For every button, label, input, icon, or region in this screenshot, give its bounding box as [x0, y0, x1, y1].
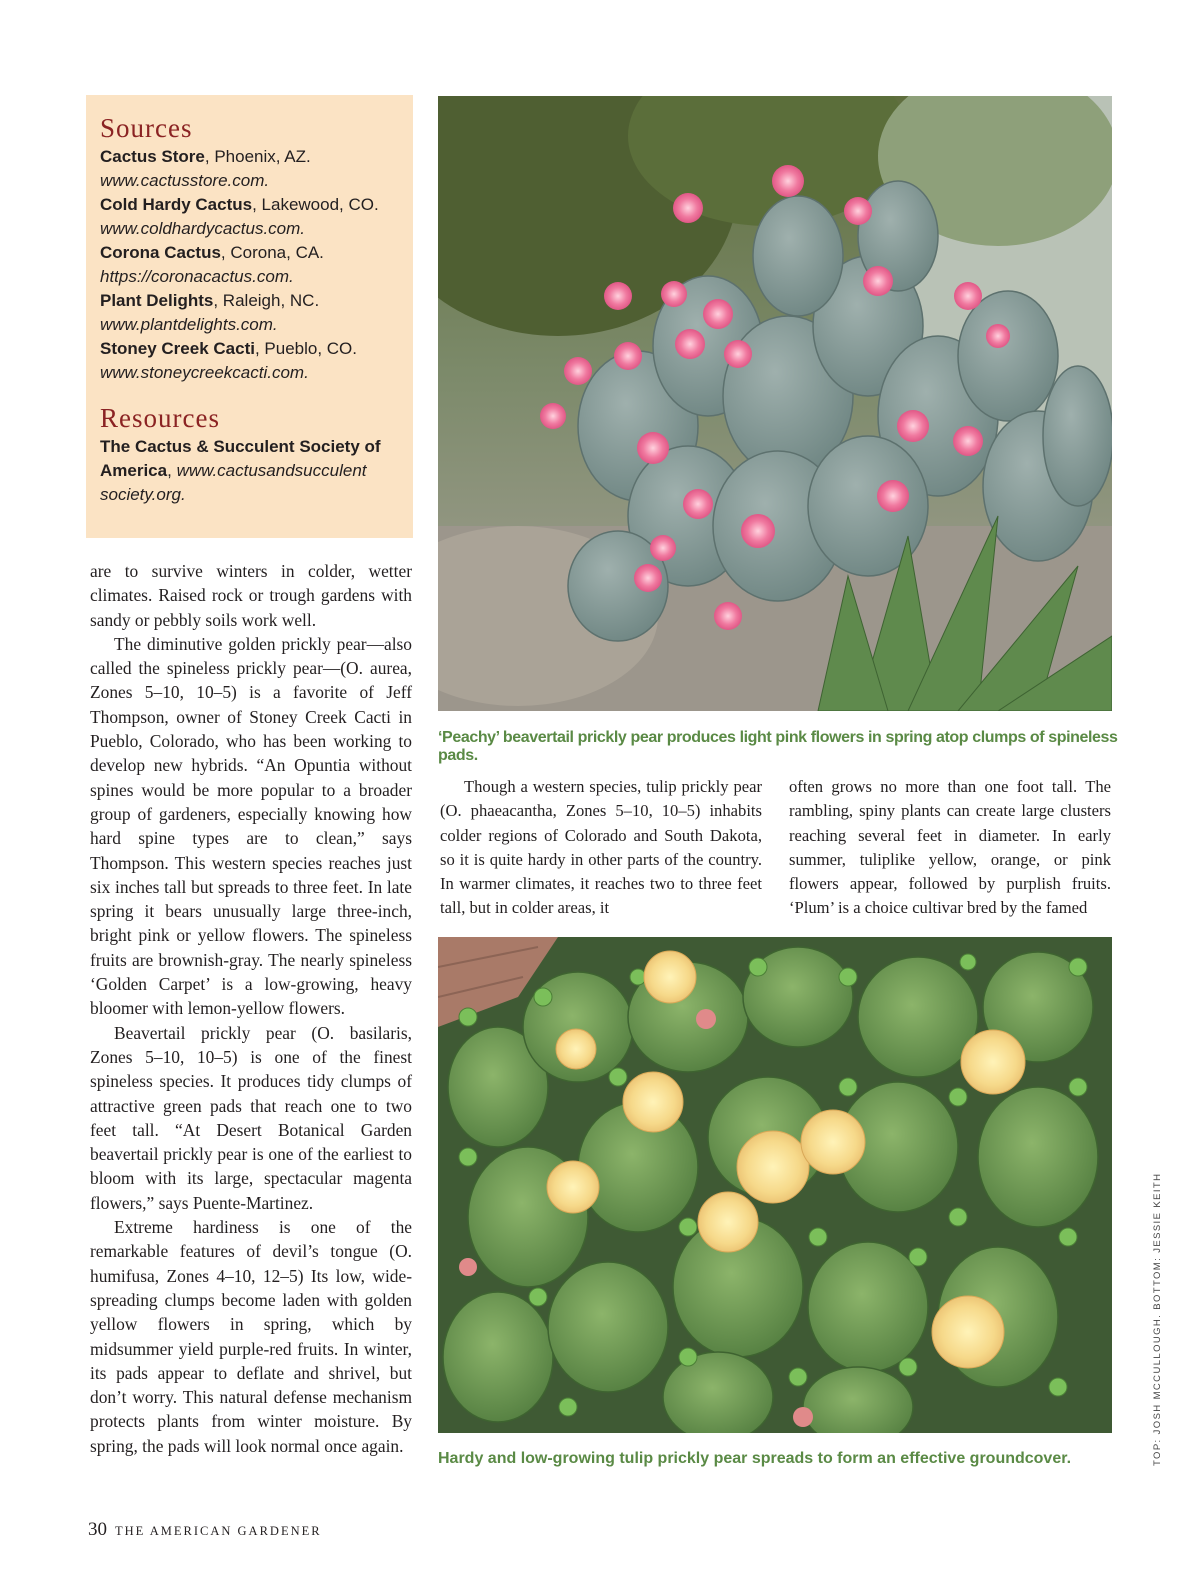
beavertail-cactus-photo: [438, 96, 1112, 711]
source-item: [100, 145, 399, 193]
source-item: [100, 337, 399, 385]
resource-name: The Cactus & Succulent Society of America: [100, 437, 381, 480]
source-name: Stoney Creek Cacti: [100, 339, 255, 358]
source-item: [100, 193, 399, 241]
source-url[interactable]: www.stoneycreekcacti.com.: [100, 363, 309, 382]
source-location: , Lakewood, CO.: [252, 195, 379, 214]
source-url[interactable]: www.coldhardycactus.com.: [100, 219, 306, 238]
bottom-photo-caption: Hardy and low-growing tulip prickly pear spreads to form an effective groundcover.: [438, 1450, 1072, 1467]
resource-item: [100, 435, 399, 507]
article-column-3: [789, 775, 1111, 921]
photo-credit: TOP: JOSH MCCULLOUGH. BOTTOM: JESSIE KEITH: [1152, 1172, 1163, 1466]
sources-heading: Sources: [100, 113, 193, 143]
resources-heading: Resources: [100, 403, 220, 433]
source-url[interactable]: https://coronacactus.com.: [100, 267, 294, 286]
paragraph: The diminutive golden prickly pear—also called the spineless prickly pear—(O. aurea, Zones 5–10, 10–5) is a favorite of Jeff Thompson, owner of Stoney Creek Cacti in Pueblo, Colorado, who has been working to develop new hybrids. “An Opuntia without spines would be more popular to a broader group of gardeners, especially knowing how hard spine types are to clean,” says Thompson. This western species reaches just six inches tall but spreads to three feet. In late spring it bears unusually large three-inch, bright pink or yellow flowers. The spineless fruits are brownish-gray. The nearly spineless ‘Golden Carpet’ is a low-growing, heavy bloomer with lemon-yellow flowers.: [90, 633, 412, 1019]
source-location: , Corona, CA.: [220, 243, 324, 262]
beavertail-photo-illustration: [438, 96, 1112, 711]
source-url[interactable]: www.plantdelights.com.: [100, 315, 278, 334]
sources-list: [100, 145, 399, 385]
paragraph: are to survive winters in colder, wetter climates. Raised rock or trough gardens with sandy or pebbly soils work well.: [90, 561, 412, 630]
page-number: 30: [88, 1519, 107, 1540]
source-url[interactable]: www.cactusstore.com.: [100, 171, 270, 190]
source-name: Plant Delights: [100, 291, 214, 310]
article-column-2: [440, 775, 762, 921]
source-item: [100, 289, 399, 337]
paragraph: Beavertail prickly pear (O. basilaris, Zones 5–10, 10–5) is one of the finest spineless species. It produces tidy clumps of attractive green pads that reach one to two feet tall. “At Desert Botanical Garden beavertail prickly pear is one of the earliest to bloom with its large, spectacular magenta flowers,” says Puente-Martinez.: [90, 1022, 412, 1213]
resource-separator: ,: [167, 461, 177, 480]
source-location: , Phoenix, AZ.: [204, 147, 311, 166]
sources-sidebar: [86, 95, 413, 538]
source-item: [100, 241, 399, 289]
source-location: , Pueblo, CO.: [254, 339, 358, 358]
top-photo-caption: ‘Peachy’ beavertail prickly pear produces light pink flowers in spring atop clumps of spineless pads.: [438, 729, 1118, 764]
source-location: , Raleigh, NC.: [213, 291, 320, 310]
source-name: Corona Cactus: [100, 243, 221, 262]
publication-name: THE AMERICAN GARDENER: [115, 1524, 322, 1538]
source-name: Cold Hardy Cactus: [100, 195, 253, 214]
paragraph: often grows no more than one foot tall. The rambling, spiny plants can create large clusters reaching several feet in diameter. In early summer, tuliplike yellow, orange, or pink flowers appear, followed by purplish fruits. ‘Plum’ is a choice cultivar bred by the famed: [789, 777, 1111, 918]
tulip-photo-illustration: [438, 937, 1112, 1433]
paragraph: Extreme hardiness is one of the remarkable features of devil’s tongue (O. humifusa, Zones 4–10, 12–5) Its low, wide-spreading clumps become laden with golden yellow flowers in spring, which by midsummer yield purple-red fruits. In winter, its pads appear to deflate and shrivel, but don’t worry. This natural defense mechanism protects plants from winter moisture. By spring, the pads will look normal once again.: [90, 1217, 412, 1456]
tulip-prickly-pear-photo: [438, 937, 1112, 1433]
page-footer: [88, 1519, 322, 1541]
resource-url[interactable]: www.cactusandsucculent society.org.: [100, 461, 367, 504]
article-column-1: [90, 559, 412, 1458]
source-name: Cactus Store: [100, 147, 205, 166]
paragraph: Though a western species, tulip prickly pear (O. phaeacantha, Zones 5–10, 10–5) inhabits colder regions of Colorado and South Dakota, so it is quite hardy in other parts of the country. In warmer climates, it reaches two to three feet tall, but in colder areas, it: [440, 777, 762, 918]
